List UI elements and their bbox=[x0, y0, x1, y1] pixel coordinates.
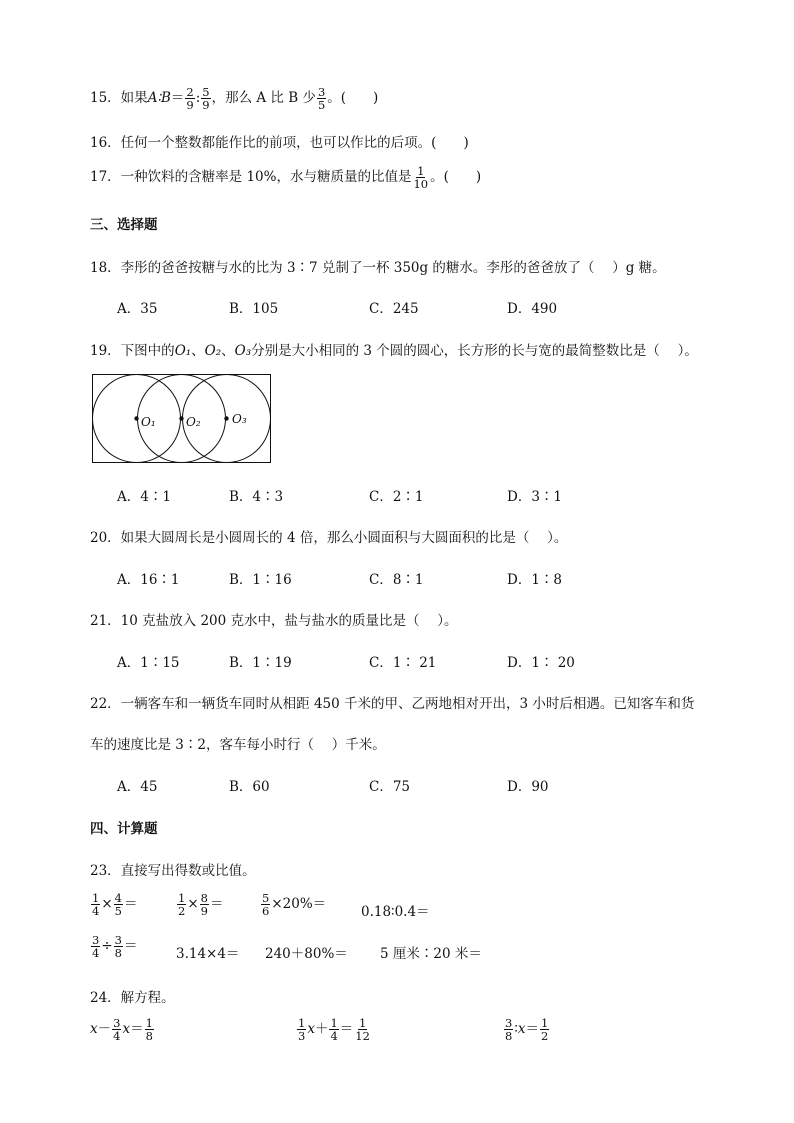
option-d[interactable]: D．3∶1 bbox=[507, 489, 563, 505]
q19-prefix: 19．下图中的 bbox=[90, 343, 175, 359]
equals: ＝ bbox=[209, 896, 224, 913]
calc-6: 3.14×4＝ bbox=[176, 946, 240, 962]
question-16: 16．任何一个整数都能作比的前项，也可以作比的后项。( ) bbox=[90, 135, 469, 151]
option-b[interactable]: B．1∶16 bbox=[229, 572, 292, 588]
frac-den: 9 bbox=[200, 904, 208, 919]
question-22-line-2: 车的速度比是 3∶2，客车每小时行（ ）千米。 bbox=[90, 737, 386, 753]
label-o2: O₂ bbox=[186, 415, 201, 429]
frac-den: 12 bbox=[355, 1029, 370, 1044]
option-d[interactable]: D．90 bbox=[507, 779, 549, 795]
q15-frac-2 bbox=[201, 86, 210, 111]
operator: × bbox=[101, 896, 113, 913]
option-a[interactable]: A．35 bbox=[117, 301, 158, 317]
option-b[interactable]: B．1∶19 bbox=[229, 655, 292, 671]
equals: ＝ bbox=[123, 938, 138, 955]
frac-num: 3 bbox=[114, 933, 122, 947]
frac-num: 8 bbox=[200, 891, 208, 905]
center-dot-3 bbox=[224, 416, 228, 420]
section-3-title: 三、选择题 bbox=[90, 217, 158, 233]
option-d[interactable]: D．1∶ 20 bbox=[507, 655, 575, 671]
section-4-title: 四、计算题 bbox=[90, 821, 158, 837]
q15-colon: : bbox=[195, 90, 201, 107]
option-b[interactable]: B．105 bbox=[229, 301, 279, 317]
center-dot-1 bbox=[134, 416, 138, 420]
frac bbox=[91, 892, 100, 917]
operator: ÷ bbox=[101, 938, 113, 955]
frac-den: 8 bbox=[145, 1029, 153, 1044]
frac bbox=[354, 1017, 371, 1042]
q17-end: 。( ) bbox=[430, 169, 482, 186]
frac-num: 2 bbox=[186, 85, 194, 99]
colon: ∶ bbox=[514, 1021, 518, 1038]
calc-5 bbox=[90, 934, 137, 959]
calc-3 bbox=[260, 892, 326, 917]
frac-den: 4 bbox=[330, 1029, 338, 1044]
calc-7: 240＋80%＝ bbox=[265, 946, 348, 962]
equals: ＝ bbox=[339, 1021, 354, 1038]
frac-den: 4 bbox=[113, 1029, 121, 1044]
frac-num: 1 bbox=[178, 891, 186, 905]
frac-num: 1 bbox=[540, 1016, 549, 1030]
frac bbox=[329, 1017, 338, 1042]
frac-num: 1 bbox=[92, 891, 100, 905]
option-a[interactable]: A．4∶1 bbox=[117, 489, 171, 505]
equation-3 bbox=[503, 1017, 550, 1042]
q15-frac-1 bbox=[185, 86, 194, 111]
q19-o1: O₁ bbox=[174, 343, 192, 359]
center-dot-2 bbox=[179, 416, 183, 420]
operator: ＋ bbox=[314, 1021, 329, 1038]
frac-num: 3 bbox=[113, 1016, 121, 1030]
equation-1 bbox=[90, 1017, 155, 1042]
label-o3: O₃ bbox=[232, 412, 247, 426]
q15-ratio-var: A∶B bbox=[147, 90, 171, 107]
q19-o3: O₃ bbox=[234, 343, 252, 359]
frac-num: 3 bbox=[92, 933, 100, 947]
frac-num: 1 bbox=[358, 1016, 367, 1030]
question-17 bbox=[90, 165, 481, 190]
option-d[interactable]: D．1∶8 bbox=[507, 572, 563, 588]
frac-den: 2 bbox=[540, 1029, 549, 1044]
operator: × bbox=[187, 896, 199, 913]
option-a[interactable]: A．16∶1 bbox=[117, 572, 180, 588]
question-21: 21．10 克盐放入 200 克水中，盐与盐水的质量比是（ ）。 bbox=[90, 613, 458, 629]
frac-den: 8 bbox=[505, 1029, 513, 1044]
option-c[interactable]: C．245 bbox=[369, 301, 419, 317]
frac bbox=[112, 1017, 121, 1042]
frac-den: 4 bbox=[92, 946, 100, 961]
frac-den: 5 bbox=[317, 98, 326, 113]
frac-den: 5 bbox=[114, 904, 122, 919]
frac-num: 1 bbox=[417, 164, 425, 178]
frac bbox=[200, 892, 209, 917]
question-19 bbox=[90, 339, 698, 359]
frac-num: 3 bbox=[505, 1016, 513, 1030]
frac-den: 9 bbox=[186, 98, 194, 113]
equation-2 bbox=[296, 1017, 372, 1042]
three-circles-figure bbox=[90, 372, 274, 466]
var-x: x bbox=[122, 1021, 131, 1038]
frac-num: 5 bbox=[262, 891, 270, 905]
frac bbox=[145, 1017, 154, 1042]
frac-num: 5 bbox=[202, 85, 210, 99]
option-c[interactable]: C．75 bbox=[369, 779, 411, 795]
frac-num: 1 bbox=[298, 1016, 306, 1030]
frac bbox=[177, 892, 186, 917]
q15-eq: ＝ bbox=[170, 90, 185, 107]
var-x: x bbox=[517, 1021, 526, 1038]
option-c[interactable]: C．2∶1 bbox=[369, 489, 424, 505]
frac-den: 8 bbox=[114, 946, 122, 961]
question-23: 23．直接写出得数或比值。 bbox=[90, 863, 256, 879]
option-c[interactable]: C．8∶1 bbox=[369, 572, 424, 588]
question-15 bbox=[90, 86, 378, 111]
calc-2 bbox=[176, 892, 223, 917]
option-c[interactable]: C．1∶ 21 bbox=[369, 655, 437, 671]
frac bbox=[540, 1017, 549, 1042]
calc-1 bbox=[90, 892, 137, 917]
frac-den: 3 bbox=[298, 1029, 306, 1044]
var-x: x bbox=[307, 1021, 315, 1038]
equals: ＝ bbox=[123, 896, 138, 913]
frac bbox=[114, 892, 123, 917]
equals: ＝ bbox=[525, 1021, 539, 1038]
option-a[interactable]: A．45 bbox=[117, 779, 158, 795]
label-o1: O₁ bbox=[141, 415, 156, 429]
frac-num: 4 bbox=[114, 891, 122, 905]
option-a[interactable]: A．1∶15 bbox=[117, 655, 180, 671]
frac bbox=[91, 934, 100, 959]
calc-rest: ×20%＝ bbox=[271, 896, 327, 913]
q15-prefix: 15．如果 bbox=[90, 90, 148, 107]
question-24: 24．解方程。 bbox=[90, 990, 175, 1006]
frac-den: 6 bbox=[262, 904, 270, 919]
calc-4: 0.18∶0.4＝ bbox=[361, 904, 430, 920]
q19-post: 分别是大小相同的 3 个圆的圆心，长方形的长与宽的最简整数比是（ ）。 bbox=[251, 343, 698, 359]
frac-num: 3 bbox=[317, 85, 326, 99]
operator: － bbox=[97, 1021, 112, 1038]
q17-frac bbox=[412, 165, 429, 190]
q15-mid: ，那么 A 比 B 少 bbox=[211, 90, 316, 107]
frac bbox=[261, 892, 270, 917]
q19-sep: 、 bbox=[191, 343, 205, 359]
frac bbox=[504, 1017, 513, 1042]
equals: ＝ bbox=[130, 1021, 144, 1038]
frac-den: 9 bbox=[202, 98, 210, 113]
question-20: 20．如果大圆周长是小圆周长的 4 倍，那么小圆面积与大圆面积的比是（ ）。 bbox=[90, 530, 568, 546]
frac-den: 2 bbox=[178, 904, 186, 919]
frac-num: 1 bbox=[145, 1016, 153, 1030]
frac bbox=[297, 1017, 306, 1042]
frac bbox=[114, 934, 123, 959]
var-x: x bbox=[90, 1021, 98, 1038]
calc-8: 5 厘米∶20 米＝ bbox=[380, 946, 482, 962]
question-18: 18．李彤的爸爸按糖与水的比为 3∶7 兑制了一杯 350g 的糖水。李彤的爸爸放了（ ）g 糖。 bbox=[90, 260, 666, 276]
question-22-line-1: 22．一辆客车和一辆货车同时从相距 450 千米的甲、乙两地相对开出，3 小时后相遇。已知客车和货 bbox=[90, 696, 695, 712]
q17-text: 17．一种饮料的含糖率是 10%，水与糖质量的比值是 bbox=[90, 169, 412, 186]
frac-den: 10 bbox=[413, 177, 429, 192]
frac-den: 4 bbox=[92, 904, 100, 919]
option-b[interactable]: B．60 bbox=[229, 779, 270, 795]
q15-frac-3 bbox=[317, 86, 326, 111]
q19-sep: 、 bbox=[221, 343, 235, 359]
q19-o2: O₂ bbox=[204, 343, 222, 359]
option-b[interactable]: B．4∶3 bbox=[229, 489, 284, 505]
q15-end: 。( ) bbox=[327, 90, 379, 107]
option-d[interactable]: D．490 bbox=[507, 301, 558, 317]
frac-num: 1 bbox=[330, 1016, 338, 1030]
